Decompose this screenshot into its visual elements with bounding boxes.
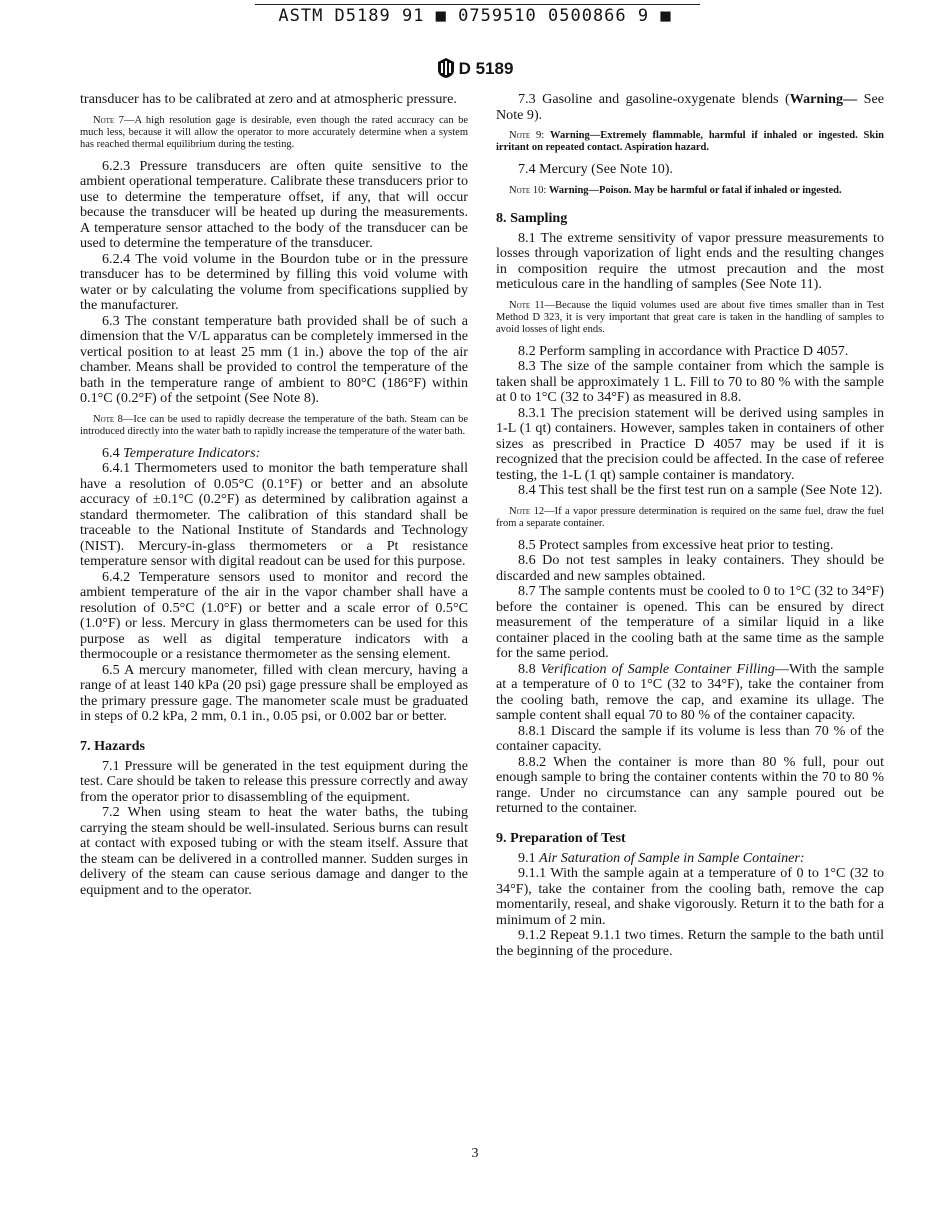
paragraph-7-1: 7.1 Pressure will be generated in the test equipment during the test. Care should be taken to release this pressure correctly and away from the operator prior to disassembling of the equipment. xyxy=(80,757,468,805)
note-8 xyxy=(80,414,468,438)
header-barcode-line: ASTM D5189 91 ■ 0759510 0500866 9 ■ xyxy=(278,6,672,26)
paragraph-6-4-number: 6.4 xyxy=(102,444,120,461)
paragraph-6-4 xyxy=(80,446,468,462)
section-8-heading: 8. Sampling xyxy=(496,209,568,226)
paragraph-8-3-1: 8.3.1 The precision statement will be derived using samples in 1-L (1 qt) containers. However, samples taken in containers of other sizes as prescribed in Practice D 4057 may be used if it is recognized that the precision could be affected. In the case of referee testing, the 1-L (1 qt) sample container is mandatory. xyxy=(496,404,884,483)
paragraph-8-8-2: 8.8.2 When the container is more than 80 % full, pour out enough sample to bring the container contents within the 70 to 80 % range. Under no circumstance can any sample poured out be returned to the container. xyxy=(496,753,884,816)
paragraph-9-1-number: 9.1 xyxy=(518,849,536,866)
paragraph-6-3: 6.3 The constant temperature bath provided shall be of such a dimension that the V/L apparatus can be completely immersed in the vertical position to at least 25 mm (1 in.) above the top of the air chamber. Means shall be provided to control the temperature of the bath in the temperature range of ambient to 80°C (186°F) within 0.1°C (0.2°F) of the setpoint (See Note 8). xyxy=(80,312,468,406)
paragraph-7-3-end: See Note 9). xyxy=(496,91,884,123)
paragraph-8-8-title: Verification of Sample Container Filling xyxy=(540,660,775,677)
paragraph-8-8-number: 8.8 xyxy=(518,660,536,677)
note-9-label: Note 9: xyxy=(509,130,545,141)
paragraph-8-3: 8.3 The size of the sample container from which the sample is taken shall be approximately 1 L. Fill to 70 to 80 % with the sample at 0 to 1°C (32 to 34°F) as measured in 8.8. xyxy=(496,358,884,405)
paragraph-8-5: 8.5 Protect samples from excessive heat prior to testing. xyxy=(518,536,834,553)
paragraph-6-2-3: 6.2.3 Pressure transducers are often quite sensitive to the ambient operational temperature. Calibrate these transducers prior to use to determine the temperature offset, if any, that will occur because the transducer will be heated up during the measurements. A temperature sensor attached to the body of the transducer can be used to determine the temperature of the transducer. xyxy=(80,157,468,251)
note-9 xyxy=(496,130,884,154)
note-10 xyxy=(496,185,884,197)
note-7-label: Note 7 xyxy=(93,114,124,126)
note-10-text: —Poison. May be harmful or fatal if inhaled or ingested. xyxy=(588,184,842,196)
paragraph-8-8-text: —With the sample at a temperature of 0 to 1°C (32 to 34°F), take the container from the cooling bath, remove the cap, and examine its ullage. The sample content shall equal 70 to 80 % of the container capacity. xyxy=(496,660,884,723)
astm-logo-icon xyxy=(437,58,455,78)
paragraph-6-4-1: 6.4.1 Thermometers used to monitor the bath temperature shall have a resolution of 0.05°C (0.1°F) or better and an absolute accuracy of ±0.1°C (0.2°F) as determined by calibration against a standard thermometer. The calibration of this standard shall be traceable to the National Institute of Standards and Technology (NIST). Mercury-in-glass thermometers or a Pt resistance temperature sensor with digital readout can be used for this purpose. xyxy=(80,460,468,569)
note-8-text: —Ice can be used to rapidly decrease the temperature of the bath. Steam can be introduced directly into the water bath to rapidly increase the temperature of the water bath. xyxy=(80,413,468,437)
paragraph-8-6: 8.6 Do not test samples in leaky containers. They should be discarded and new samples obtained. xyxy=(496,552,884,584)
note-9-text: —Extremely flammable, harmful if inhaled or ingested. Skin irritant on repeated contact. Aspiration hazard. xyxy=(496,130,884,153)
note-11-label: Note 11 xyxy=(509,299,545,311)
paragraph-7-3-start: 7.3 Gasoline and gasoline-oxygenate blends ( xyxy=(518,91,790,107)
designation-header xyxy=(0,58,950,79)
note-7-text: —A high resolution gage is desirable, even though the rated accuracy can be much less, because it will allow the operator to more accurately determine when a system has reached thermal equilibrium during the testing. xyxy=(80,114,468,150)
page-number: 3 xyxy=(471,1146,479,1161)
note-10-warning: Warning xyxy=(548,184,589,196)
section-7-heading: 7. Hazards xyxy=(80,737,145,754)
paragraph-8-1: 8.1 The extreme sensitivity of vapor pressure measurements to losses through vaporization of light ends and the resulting changes in composition require the utmost precaution and the most meticulous care in the handling of samples (See Note 11). xyxy=(496,229,884,292)
note-9-warning: Warning xyxy=(550,130,590,141)
paragraph-7-3 xyxy=(496,92,884,123)
paragraph-9-1-title: Air Saturation of Sample in Sample Container: xyxy=(539,849,805,866)
paragraph-6-2-4: 6.2.4 The void volume in the Bourdon tube or in the pressure transducer has to be determined by filling this void volume with water or by calculating the volume from specifications supplied by the manufacturer. xyxy=(80,250,468,313)
paragraph-6-4-title: Temperature Indicators: xyxy=(123,444,261,461)
note-12-label: Note 12 xyxy=(509,505,545,517)
paragraph-8-7: 8.7 The sample contents must be cooled to 0 to 1°C (32 to 34°F) before the container is opened. This can be ensured by direct measurement of the temperature of a similar liquid in a like container placed in the cooling bath at the same time as the sample for the same period. xyxy=(496,583,884,661)
note-8-label: Note 8 xyxy=(93,413,123,425)
paragraph-8-8 xyxy=(496,662,884,724)
note-10-label: Note 10: xyxy=(509,184,547,196)
paragraph-8-4: 8.4 This test shall be the first test run on a sample (See Note 12). xyxy=(518,482,883,498)
designation-text: D 5189 xyxy=(458,59,514,78)
paragraph-9-1 xyxy=(496,851,884,867)
paragraph-8-2: 8.2 Perform sampling in accordance with Practice D 4057. xyxy=(518,342,849,359)
header-rule xyxy=(255,4,700,5)
paragraph-7-3-warning: Warning— xyxy=(789,91,858,107)
note-11 xyxy=(496,300,884,336)
note-11-text: —Because the liquid volumes used are about five times smaller than in Test Method D 323, it is very important that great care is taken in the handling of samples to avoid losses of light ends. xyxy=(496,299,884,335)
note-12-text: —If a vapor pressure determination is required on the same fuel, draw the fuel from a separate container. xyxy=(496,505,884,529)
paragraph-8-8-1: 8.8.1 Discard the sample if its volume is less than 70 % of the container capacity. xyxy=(496,722,884,754)
paragraph-6-2-2-cont: transducer has to be calibrated at zero and at atmospheric pressure. xyxy=(80,91,457,107)
paragraph-6-4-2: 6.4.2 Temperature sensors used to monitor and record the ambient temperature of the air in the vapor chamber shall have a resolution of 0.5°C (1.0°F) or better and a scale error of 0.5°C (1.0°F) or less. Mercury in glass thermometers can be used for this purpose as well as digital temperature indicators with a thermocouple or a resistance thermometer as the sensing element. xyxy=(80,568,468,662)
note-12 xyxy=(496,506,884,530)
paragraph-7-4: 7.4 Mercury (See Note 10). xyxy=(518,161,673,177)
paragraph-7-2: 7.2 When using steam to heat the water baths, the tubing carrying the steam should be well-insulated. Serious burns can result at contact with exposed tubing or with the steam itself. Assure that the steam can be delivered in a controlled manner. Sudden surges in delivery of the steam can cause serious damage and danger to the equipment and to the operator. xyxy=(80,804,468,898)
left-column xyxy=(80,92,468,898)
section-9-heading: 9. Preparation of Test xyxy=(496,829,626,846)
paragraph-6-5: 6.5 A mercury manometer, filled with clean mercury, having a range of at least 140 kPa (20 psi) gage pressure shall be employed as the primary pressure gage. The manometer scale must be graduated in steps of 0.2 kPa, 2 mm, 0.1 in., 0.05 psi, or 0.002 bar or better. xyxy=(80,661,468,724)
paragraph-9-1-2: 9.1.2 Repeat 9.1.1 two times. Return the sample to the bath until the beginning of the procedure. xyxy=(496,927,884,959)
paragraph-9-1-1: 9.1.1 With the sample again at a temperature of 0 to 1°C (32 to 34°F), take the container from the cooling bath, remove the cap momentarily, reseal, and shake vigorously. Return it to the bath for a minimum of 2 min. xyxy=(496,865,884,928)
right-column xyxy=(496,92,884,959)
note-7 xyxy=(80,115,468,151)
